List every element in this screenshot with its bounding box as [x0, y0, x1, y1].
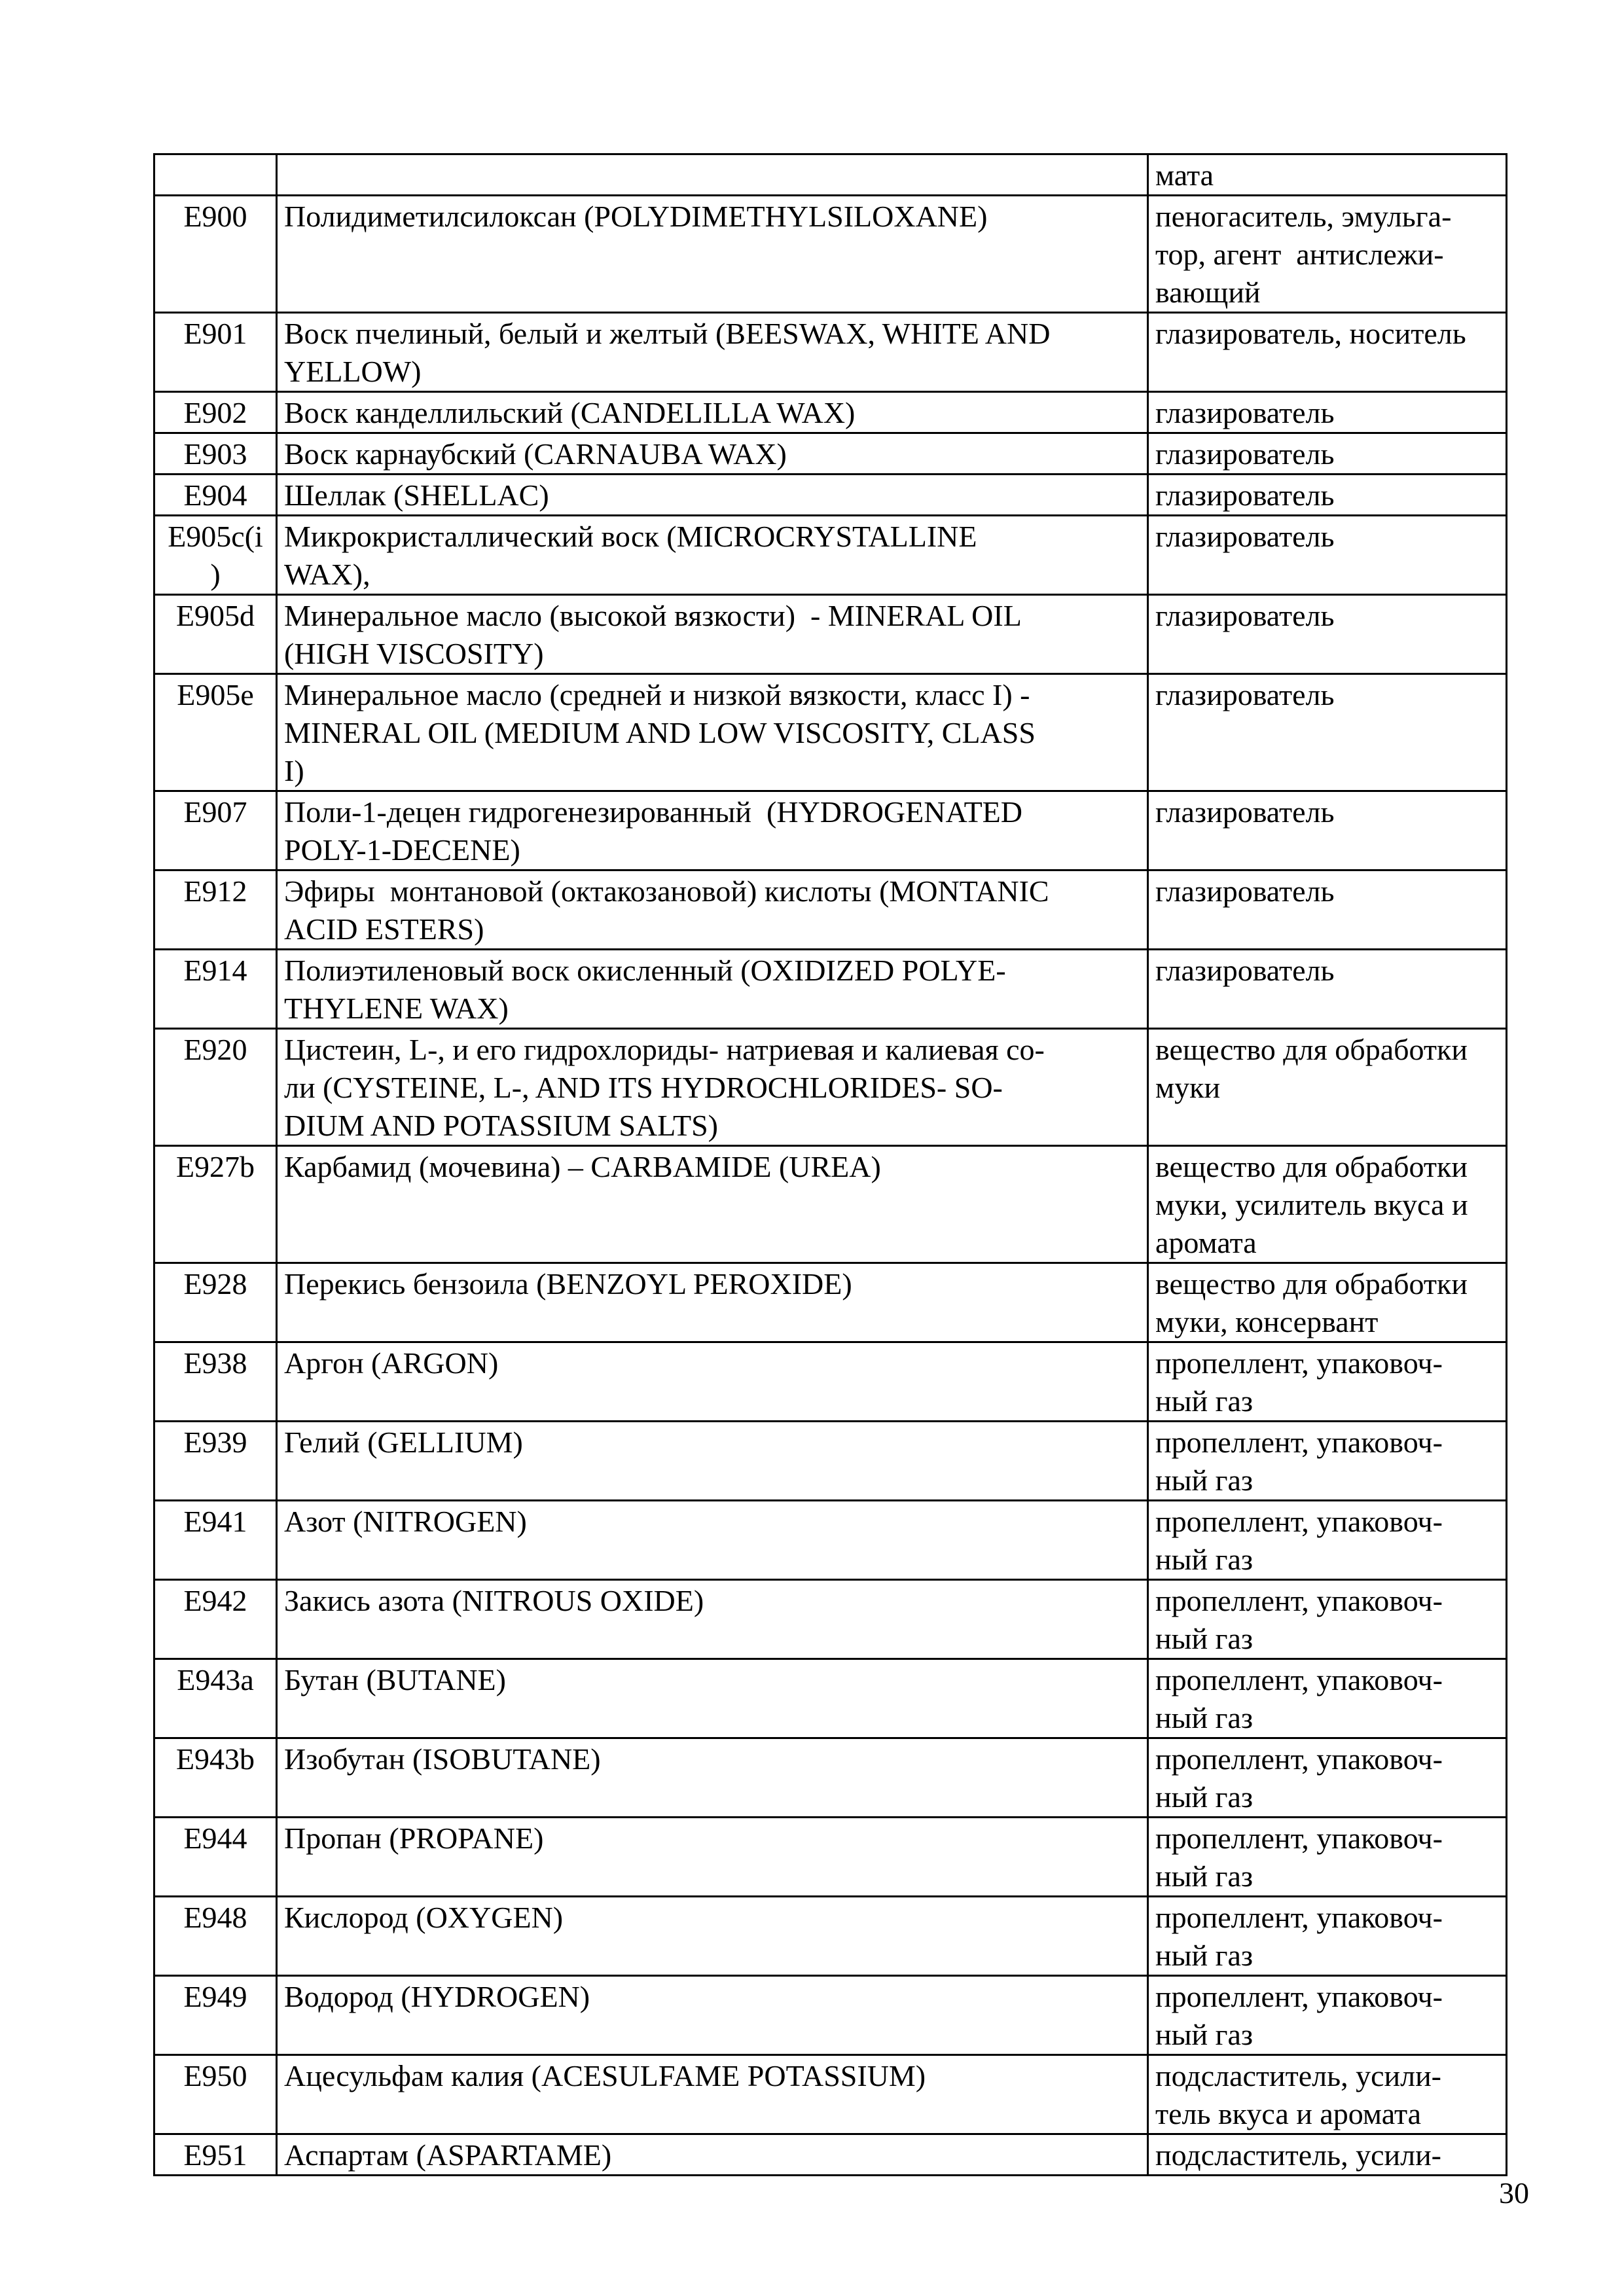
- cell-text-line: Цистеин, L-, и его гидрохлориды- натриевая и калиевая со-: [284, 1033, 1045, 1066]
- additive-code-cell: [154, 433, 277, 475]
- cell-text-line: глазирователь: [1155, 520, 1335, 553]
- cell-text-line: E905d: [175, 599, 255, 632]
- cell-text-line: ный газ: [1155, 2018, 1254, 2051]
- cell-text-line: E904: [183, 478, 247, 512]
- cell-text-line: мата: [1155, 158, 1214, 192]
- cell-text-line: пропеллент, упаковоч-: [1155, 1346, 1443, 1380]
- cell-text-line: Пропан (PROPANE): [284, 1821, 544, 1855]
- cell-text-line: E905e: [177, 678, 254, 711]
- cell-text-line: ACID ESTERS): [284, 912, 484, 946]
- cell-text-line: тор, агент антислежи-: [1155, 238, 1444, 271]
- cell-text-line: E912: [183, 874, 247, 908]
- cell-text-line: Микрокристаллический воск (MICROCRYSTALLINE: [284, 520, 977, 553]
- table-row: [154, 1659, 1507, 1738]
- cell-text-line: E905c(i: [168, 520, 263, 553]
- additive-function-cell: [1148, 870, 1507, 950]
- cell-text-line: Гелий (GELLIUM): [284, 1426, 523, 1459]
- cell-text-line: пропеллент, упаковоч-: [1155, 1980, 1443, 2013]
- additive-code-cell: [154, 516, 277, 595]
- table-row: [154, 392, 1507, 433]
- cell-text-line: E914: [183, 954, 247, 987]
- cell-text-line: глазирователь: [1155, 599, 1335, 632]
- cell-text-line: пропеллент, упаковоч-: [1155, 1584, 1443, 1617]
- cell-text-line: тель вкуса и аромата: [1155, 2097, 1422, 2130]
- cell-text-line: Изобутан (ISOBUTANE): [284, 1742, 601, 1776]
- table-row: [154, 1146, 1507, 1263]
- additive-code-cell: [154, 392, 277, 433]
- cell-text-line: E951: [183, 2138, 247, 2172]
- cell-text-line: Полидиметилсилоксан (POLYDIMETHYLSILOXANE): [284, 200, 988, 233]
- table-row: [154, 475, 1507, 516]
- cell-text-line: E948: [183, 1901, 247, 1934]
- additive-function-cell: [1148, 516, 1507, 595]
- table-row: [154, 1818, 1507, 1897]
- cell-text-line: E941: [183, 1505, 247, 1538]
- additive-name-cell: [277, 1897, 1148, 1976]
- additive-function-cell: [1148, 475, 1507, 516]
- additive-name-cell: [277, 154, 1148, 196]
- additive-name-cell: [277, 950, 1148, 1029]
- cell-text-line: E944: [183, 1821, 247, 1855]
- additive-name-cell: [277, 1501, 1148, 1580]
- table-row: [154, 1738, 1507, 1818]
- additive-function-cell: [1148, 154, 1507, 196]
- additive-name-cell: [277, 2134, 1148, 2176]
- table-row: [154, 516, 1507, 595]
- cell-text-line: WAX),: [284, 558, 370, 591]
- cell-text-line: Воск канделлильский (CANDELILLA WAX): [284, 396, 856, 429]
- additive-name-cell: [277, 1580, 1148, 1659]
- additive-name-cell: [277, 196, 1148, 313]
- table-row: [154, 791, 1507, 870]
- cell-text-line: вещество для обработки: [1155, 1033, 1468, 1066]
- cell-text-line: ный газ: [1155, 1701, 1254, 1734]
- additive-code-cell: [154, 2134, 277, 2176]
- cell-text-line: глазирователь, носитель: [1155, 317, 1466, 350]
- table-row: [154, 1580, 1507, 1659]
- additive-name-cell: [277, 433, 1148, 475]
- additive-code-cell: [154, 2055, 277, 2134]
- additive-name-cell: [277, 674, 1148, 791]
- cell-text-line: E949: [183, 1980, 247, 2013]
- cell-text-line: POLY-1-DECENE): [284, 833, 520, 867]
- additive-name-cell: [277, 1263, 1148, 1342]
- table-row: [154, 1029, 1507, 1146]
- additive-function-cell: [1148, 1738, 1507, 1818]
- cell-text-line: ный газ: [1155, 1463, 1254, 1497]
- cell-text-line: Водород (HYDROGEN): [284, 1980, 590, 2013]
- cell-text-line: I): [284, 754, 304, 787]
- cell-text-line: глазирователь: [1155, 954, 1335, 987]
- additive-name-cell: [277, 1422, 1148, 1501]
- additive-name-cell: [277, 1146, 1148, 1263]
- additive-code-cell: [154, 154, 277, 196]
- additive-name-cell: [277, 1659, 1148, 1738]
- additive-name-cell: [277, 595, 1148, 674]
- additive-name-cell: [277, 313, 1148, 392]
- cell-text-line: ): [210, 558, 221, 591]
- cell-text-line: Шеллак (SHELLAC): [284, 478, 549, 512]
- page-number: 30: [1499, 2176, 1529, 2210]
- cell-text-line: глазирователь: [1155, 396, 1335, 429]
- cell-text-line: YELLOW): [284, 355, 422, 388]
- additives-table-body: [154, 154, 1507, 2176]
- cell-text-line: E920: [183, 1033, 247, 1066]
- cell-text-line: пропеллент, упаковоч-: [1155, 1663, 1443, 1696]
- cell-text-line: DIUM AND POTASSIUM SALTS): [284, 1109, 719, 1142]
- additive-code-cell: [154, 791, 277, 870]
- cell-text-line: глазирователь: [1155, 874, 1335, 908]
- cell-text-line: E942: [183, 1584, 247, 1617]
- cell-text-line: пеногаситель, эмульга-: [1155, 200, 1452, 233]
- cell-text-line: глазирователь: [1155, 437, 1335, 471]
- additive-function-cell: [1148, 1422, 1507, 1501]
- cell-text-line: ный газ: [1155, 1543, 1254, 1576]
- table-row: [154, 595, 1507, 674]
- cell-text-line: подсластитель, усили-: [1155, 2059, 1441, 2092]
- cell-text-line: муки, усилитель вкуса и: [1155, 1188, 1468, 1221]
- cell-text-line: [284, 156, 1140, 194]
- table-row: [154, 154, 1507, 196]
- cell-text-line: E950: [183, 2059, 247, 2092]
- cell-text-line: Воск карнаубский (CARNAUBA WAX): [284, 437, 787, 471]
- additive-code-cell: [154, 1897, 277, 1976]
- table-row: [154, 433, 1507, 475]
- cell-text-line: E903: [183, 437, 247, 471]
- table-row: [154, 1976, 1507, 2055]
- cell-text-line: муки: [1155, 1071, 1221, 1104]
- table-row: [154, 1897, 1507, 1976]
- additive-function-cell: [1148, 1146, 1507, 1263]
- table-row: [154, 313, 1507, 392]
- cell-text-line: пропеллент, упаковоч-: [1155, 1426, 1443, 1459]
- cell-text-line: пропеллент, упаковоч-: [1155, 1901, 1443, 1934]
- additive-name-cell: [277, 1029, 1148, 1146]
- additive-code-cell: [154, 1976, 277, 2055]
- additive-name-cell: [277, 392, 1148, 433]
- additive-code-cell: [154, 313, 277, 392]
- additive-function-cell: [1148, 313, 1507, 392]
- additive-code-cell: [154, 674, 277, 791]
- additive-function-cell: [1148, 196, 1507, 313]
- additive-code-cell: [154, 1659, 277, 1738]
- cell-text-line: E902: [183, 396, 247, 429]
- cell-text-line: E901: [183, 317, 247, 350]
- cell-text-line: E900: [183, 200, 247, 233]
- additive-function-cell: [1148, 1029, 1507, 1146]
- cell-text-line: Кислород (OXYGEN): [284, 1901, 564, 1934]
- additive-name-cell: [277, 1738, 1148, 1818]
- cell-text-line: Воск пчелиный, белый и желтый (BEESWAX, WHITE AND: [284, 317, 1051, 350]
- additive-code-cell: [154, 1146, 277, 1263]
- cell-text-line: пропеллент, упаковоч-: [1155, 1821, 1443, 1855]
- cell-text-line: E938: [183, 1346, 247, 1380]
- table-row: [154, 870, 1507, 950]
- cell-text-line: E943b: [175, 1742, 255, 1776]
- cell-text-line: MINERAL OIL (MEDIUM AND LOW VISCOSITY, CLASS: [284, 716, 1036, 749]
- cell-text-line: (HIGH VISCOSITY): [284, 637, 544, 670]
- additive-function-cell: [1148, 392, 1507, 433]
- additive-code-cell: [154, 1501, 277, 1580]
- table-row: [154, 1501, 1507, 1580]
- cell-text-line: ный газ: [1155, 1780, 1254, 1814]
- cell-text-line: глазирователь: [1155, 678, 1335, 711]
- cell-text-line: E939: [183, 1426, 247, 1459]
- cell-text-line: Бутан (BUTANE): [284, 1663, 506, 1696]
- table-row: [154, 1263, 1507, 1342]
- cell-text-line: вещество для обработки: [1155, 1267, 1468, 1300]
- cell-text-line: Карбамид (мочевина) – CARBAMIDE (UREA): [284, 1150, 881, 1183]
- cell-text-line: ный газ: [1155, 1622, 1254, 1655]
- cell-text-line: глазирователь: [1155, 478, 1335, 512]
- table-row: [154, 2055, 1507, 2134]
- additive-function-cell: [1148, 1580, 1507, 1659]
- additive-name-cell: [277, 1818, 1148, 1897]
- additive-function-cell: [1148, 1659, 1507, 1738]
- additive-function-cell: [1148, 674, 1507, 791]
- additives-table: [153, 153, 1507, 2176]
- cell-text-line: Поли-1-децен гидрогенезированный (HYDROGENATED: [284, 795, 1022, 829]
- cell-text-line: Эфиры монтановой (октакозановой) кислоты (MONTANIC: [284, 874, 1049, 908]
- additive-code-cell: [154, 1422, 277, 1501]
- additive-function-cell: [1148, 1263, 1507, 1342]
- cell-text-line: ный газ: [1155, 1939, 1254, 1972]
- additive-function-cell: [1148, 1818, 1507, 1897]
- cell-text-line: Азот (NITROGEN): [284, 1505, 527, 1538]
- cell-text-line: E928: [183, 1267, 247, 1300]
- cell-text-line: ный газ: [1155, 1384, 1254, 1418]
- cell-text-line: [158, 156, 273, 194]
- cell-text-line: Перекись бензоила (BENZOYL PEROXIDE): [284, 1267, 852, 1300]
- table-row: [154, 196, 1507, 313]
- cell-text-line: THYLENE WAX): [284, 992, 509, 1025]
- additive-function-cell: [1148, 1501, 1507, 1580]
- cell-text-line: вещество для обработки: [1155, 1150, 1468, 1183]
- additive-name-cell: [277, 1976, 1148, 2055]
- additive-code-cell: [154, 1263, 277, 1342]
- additive-code-cell: [154, 870, 277, 950]
- additive-name-cell: [277, 2055, 1148, 2134]
- cell-text-line: E927b: [175, 1150, 255, 1183]
- cell-text-line: ли (CYSTEINE, L-, AND ITS HYDROCHLORIDES- SO-: [284, 1071, 1003, 1104]
- cell-text-line: Ацесульфам калия (ACESULFAME POTASSIUM): [284, 2059, 926, 2092]
- table-row: [154, 1422, 1507, 1501]
- table-row: [154, 1342, 1507, 1422]
- additive-function-cell: [1148, 2134, 1507, 2176]
- additive-code-cell: [154, 196, 277, 313]
- cell-text-line: вающий: [1155, 276, 1261, 309]
- cell-text-line: пропеллент, упаковоч-: [1155, 1742, 1443, 1776]
- additive-name-cell: [277, 1342, 1148, 1422]
- additive-code-cell: [154, 1342, 277, 1422]
- additive-function-cell: [1148, 791, 1507, 870]
- cell-text-line: подсластитель, усили-: [1155, 2138, 1441, 2172]
- additive-code-cell: [154, 1818, 277, 1897]
- additive-code-cell: [154, 1738, 277, 1818]
- cell-text-line: аромата: [1155, 1226, 1257, 1259]
- additive-code-cell: [154, 1580, 277, 1659]
- additive-name-cell: [277, 475, 1148, 516]
- additive-name-cell: [277, 516, 1148, 595]
- cell-text-line: E907: [183, 795, 247, 829]
- additive-function-cell: [1148, 1976, 1507, 2055]
- additive-name-cell: [277, 870, 1148, 950]
- additive-function-cell: [1148, 950, 1507, 1029]
- additive-function-cell: [1148, 1342, 1507, 1422]
- cell-text-line: E943a: [177, 1663, 254, 1696]
- additive-function-cell: [1148, 595, 1507, 674]
- cell-text-line: Аспартам (ASPARTAME): [284, 2138, 612, 2172]
- additive-code-cell: [154, 950, 277, 1029]
- additive-code-cell: [154, 1029, 277, 1146]
- additive-code-cell: [154, 595, 277, 674]
- cell-text-line: пропеллент, упаковоч-: [1155, 1505, 1443, 1538]
- table-row: [154, 674, 1507, 791]
- cell-text-line: ный газ: [1155, 1859, 1254, 1893]
- additive-function-cell: [1148, 2055, 1507, 2134]
- table-row: [154, 950, 1507, 1029]
- cell-text-line: Полиэтиленовый воск окисленный (OXIDIZED POLYE-: [284, 954, 1006, 987]
- additive-function-cell: [1148, 1897, 1507, 1976]
- additive-function-cell: [1148, 433, 1507, 475]
- cell-text-line: Аргон (ARGON): [284, 1346, 499, 1380]
- cell-text-line: муки, консервант: [1155, 1305, 1379, 1338]
- cell-text-line: Закись азота (NITROUS OXIDE): [284, 1584, 704, 1617]
- additive-name-cell: [277, 791, 1148, 870]
- cell-text-line: Минеральное масло (средней и низкой вязкости, класс I) -: [284, 678, 1030, 711]
- cell-text-line: Минеральное масло (высокой вязкости) - MINERAL OIL: [284, 599, 1022, 632]
- additive-code-cell: [154, 475, 277, 516]
- table-row: [154, 2134, 1507, 2176]
- cell-text-line: глазирователь: [1155, 795, 1335, 829]
